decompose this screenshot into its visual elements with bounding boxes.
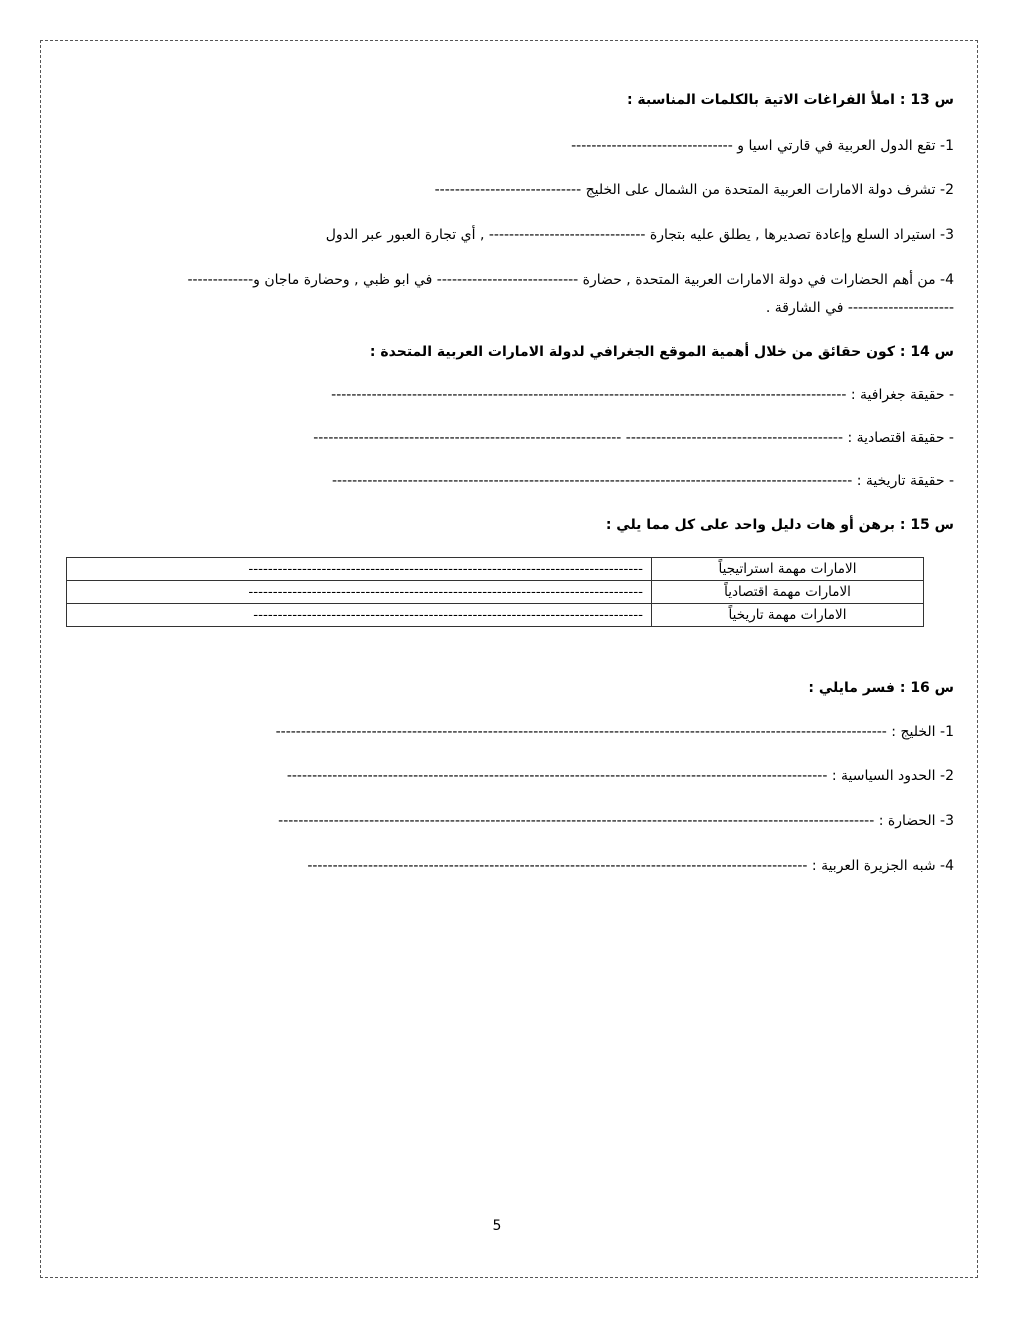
q16-item-1: 1- الخليج : ------------------------------------------------------------------------------------------------------------------------- (275, 724, 954, 740)
page-number: 5 (492, 1218, 502, 1234)
q13-item-2: 2- تشرف دولة الامارات العربية المتحدة من الشمال على الخليج ----------------------------- (434, 182, 954, 198)
q16-item-2: 2- الحدود السياسية : ----------------------------------------------------------------------------------------------------------- (286, 768, 954, 784)
q13-title: س 13 : املأ الفراغات الاتية بالكلمات المناسبة : (626, 92, 954, 108)
q14-item-3: - حقيقة تاريخية : ------------------------------------------------------------------------------------------------------- (331, 473, 954, 489)
q16-title: س 16 : فسر مايلي : (808, 680, 954, 696)
table-row (67, 604, 924, 627)
answer-blank: -------------------------------------------------------------------------------- (67, 604, 652, 627)
q13-item-1: 1- تقع الدول العربية في قارتي اسيا و -------------------------------- (571, 138, 954, 154)
q15-title: س 15 : برهن أو هات دليل واحد على كل مما يلي : (605, 517, 954, 533)
q14-title: س 14 : كون حقائق من خلال أهمية الموقع الجغرافي لدولة الامارات العربية المتحدة : (369, 344, 954, 360)
answer-blank: --------------------------------------------------------------------------------- (67, 558, 652, 581)
q13-item-4: 4- من أهم الحضارات في دولة الامارات العربية المتحدة , حضارة ---------------------------- في ابو ظبي , وحضارة ماجان و------------- (187, 272, 954, 288)
q14-item-1: - حقيقة جغرافية : ------------------------------------------------------------------------------------------------------ (331, 387, 954, 403)
evidence-table (66, 557, 924, 627)
answer-blank: --------------------------------------------------------------------------------- (67, 581, 652, 604)
row-label: الامارات مهمة استراتيجياً (652, 558, 924, 581)
table-row (67, 581, 924, 604)
row-label: الامارات مهمة اقتصادياً (652, 581, 924, 604)
q16-item-4: 4- شبه الجزيرة العربية : --------------------------------------------------------------------------------------------------- (307, 858, 954, 874)
row-label: الامارات مهمة تاريخياً (652, 604, 924, 627)
q13-item-4-cont: --------------------- في الشارقة . (765, 300, 954, 316)
q16-item-3: 3- الحضارة : ---------------------------------------------------------------------------------------------------------------------- (278, 813, 954, 829)
q14-item-2: - حقيقة اقتصادية : ------------------------------------------- ------------------------------------------------------------- (313, 430, 954, 446)
table-row (67, 558, 924, 581)
q13-item-3: 3- استيراد السلع وإعادة تصديرها , يطلق عليه بتجارة ------------------------------- , أي تجارة العبور عبر الدول (325, 227, 954, 243)
